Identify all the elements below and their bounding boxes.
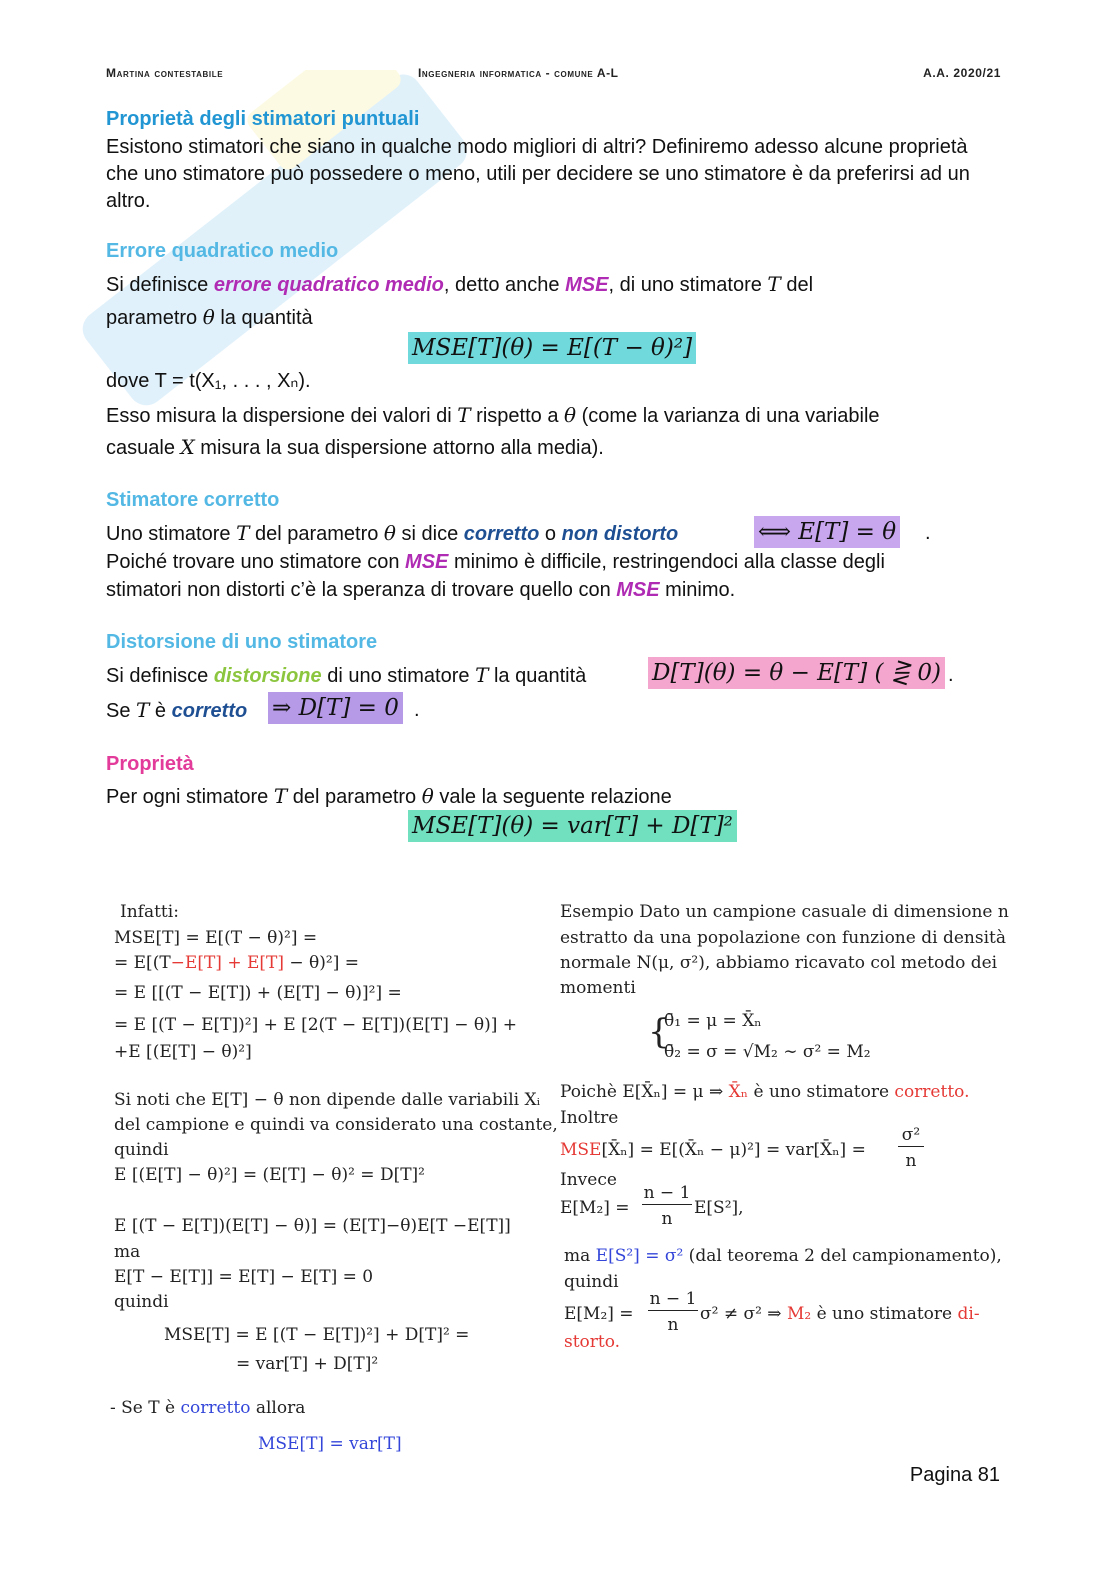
header-course: Ingegneria informatica - comune A-L [418, 66, 619, 80]
frac-m2-den: n [661, 1209, 673, 1229]
proof-mse-equals-var: MSE[T] = var[T] [258, 1434, 402, 1454]
distortion-period: . [948, 664, 954, 686]
proof-note-line2: del campione e quindi va considerato una costante, [114, 1115, 558, 1135]
example-inoltre: Inoltre [560, 1108, 619, 1128]
proof-line-last-term: +E [(E[T] − θ)²] [114, 1042, 252, 1062]
correct-estimator-period: . [925, 522, 931, 544]
example-line1: Esempio Dato un campione casuale di dimensione n [560, 902, 1009, 922]
proof-line-mse: MSE[T] = E[(T − θ)²] = [114, 928, 318, 948]
proof-note-line1: Si noti che E[T] − θ non dipende dalle variabili Xᵢ [114, 1090, 540, 1110]
example-line4: momenti [560, 978, 636, 998]
header-author: Martina contestabile [106, 66, 224, 80]
property-formula-box: MSE[T](θ) = var[T] + D[T]² [408, 810, 737, 842]
proof-note-line3: quindi [114, 1140, 169, 1160]
section-title-property: Proprietà [106, 753, 194, 775]
example-quindi: quindi [564, 1272, 619, 1292]
example-line3: normale N(μ, σ²), abbiamo ricavato col metodo dei [560, 953, 998, 973]
frac-m2b-num: n − 1 [649, 1289, 697, 1309]
example-ma: ma E[S²] = σ² (dal teorema 2 del campionamento), [564, 1246, 1002, 1266]
proof-line-expanded: = E [(T − E[T])²] + E [2(T − E[T])(E[T] − θ)] + [114, 1015, 518, 1035]
correct-estimator-line3: stimatori non distorti c’è la speranza di trovare quello con MSE minimo. [106, 579, 736, 601]
proof-line-add-subtract: = E[(T−E[T] + E[T] − θ)²] = [114, 953, 360, 973]
proof-if-correct: - Se T è corretto allora [110, 1398, 306, 1418]
proof-result-line2: = var[T] + D[T]² [236, 1354, 379, 1374]
intro-paragraph: Esistono stimatori che siano in qualche modo migliori di altri? Definiremo adesso alcune proprietà che uno stimatore può possedere o meno, utili per decidere se uno stimatore è da preferirsi ad un altro. [106, 136, 970, 212]
correct-estimator-condition-box: ⟺ E[T] = θ [754, 516, 900, 548]
example-m2-left: E[M₂] = [564, 1304, 634, 1324]
correct-estimator-line2: Poiché trovare uno stimatore con MSE minimo è difficile, restringendoci alla classe degli [106, 551, 885, 573]
section-title-mse: Errore quadratico medio [106, 240, 339, 262]
mse-explanation-line2: casuale X misura la sua dispersione attorno alla media). [106, 435, 604, 459]
header-year: A.A. 2020/21 [923, 66, 1001, 80]
frac-m2b-den: n [667, 1315, 679, 1335]
proof-infatti: Infatti: [120, 902, 179, 922]
example-poiche: Poichè E[X̄ₙ] = μ ⇒ X̄ₙ è uno stimatore corretto. [560, 1082, 970, 1102]
example-invece: Invece [560, 1170, 617, 1190]
mse-formula-box: MSE[T](θ) = E[(T − θ)²] [408, 332, 696, 364]
system-eq1: θ̄₁ = μ = X̄ₙ [664, 1011, 762, 1031]
example-m2-biased: σ² ≠ σ² ⇒ M₂ è uno stimatore di- [700, 1304, 980, 1324]
proof-result-line1: MSE[T] = E [(T − E[T])²] + D[T]² = [164, 1325, 470, 1345]
system-eq2: θ̄₂ = σ = √M₂ ∼ σ² = M₂ [664, 1042, 871, 1062]
proof-quindi: quindi [114, 1292, 169, 1312]
frac-mse-den: n [905, 1151, 917, 1171]
section-title-distortion: Distorsione di uno stimatore [106, 631, 378, 653]
distortion-line1: Si definisce distorsione di uno stimatore T la quantità [106, 663, 587, 687]
mse-definition-line2: parametro θ la quantità [106, 305, 313, 329]
proof-bias-squared: E [(E[T] − θ)²] = (E[T] − θ)² = D[T]² [114, 1165, 425, 1185]
proof-zero-mean: E[T − E[T]] = E[T] − E[T] = 0 [114, 1267, 374, 1287]
mse-definition-line1: Si definisce errore quadratico medio, detto anche MSE, di uno stimatore T del [106, 272, 814, 296]
section-title-properties: Proprietà degli stimatori puntuali [106, 108, 420, 130]
example-line2: estratto da una popolazione con funzione di densità [560, 928, 1006, 948]
example-m2-expect-left: E[M₂] = [560, 1198, 630, 1218]
mse-explanation-line1: Esso misura la dispersione dei valori di T rispetto a θ (come la varianza di una variabile [106, 403, 880, 427]
property-line1: Per ogni stimatore T del parametro θ vale la seguente relazione [106, 784, 672, 808]
proof-ma: ma [114, 1242, 141, 1262]
distortion-zero-box: ⇒ D[T] = 0 [268, 692, 403, 724]
example-m2-expect-right: E[S²], [694, 1198, 744, 1218]
proof-cross-term: E [(T − E[T])(E[T] − θ)] = (E[T]−θ)E[T −E[T]] [114, 1216, 511, 1236]
frac-m2-num: n − 1 [643, 1183, 691, 1203]
distortion-line2: Se T è corretto [106, 698, 248, 722]
proof-line-grouped: = E [[(T − E[T]) + (E[T] − θ)]²] = [114, 983, 402, 1003]
page-number: Pagina 81 [909, 1464, 1000, 1486]
mse-where-line: dove T = t(X₁, . . . , Xₙ). [106, 370, 311, 392]
example-distorto: storto. [564, 1332, 621, 1352]
distortion-formula-box: D[T](θ) = θ − E[T] ( ⋛ 0) [648, 657, 945, 689]
system-brace: { [648, 1012, 670, 1052]
frac-mse-num: σ² [898, 1124, 924, 1147]
example-mse-mean: MSE[X̄ₙ] = E[(X̄ₙ − μ)²] = var[X̄ₙ] = [560, 1140, 866, 1160]
distortion-zero-period: . [414, 699, 420, 721]
section-title-correct-estimator: Stimatore corretto [106, 489, 280, 511]
correct-estimator-line1: Uno stimatore T del parametro θ si dice corretto o non distorto [106, 521, 679, 545]
